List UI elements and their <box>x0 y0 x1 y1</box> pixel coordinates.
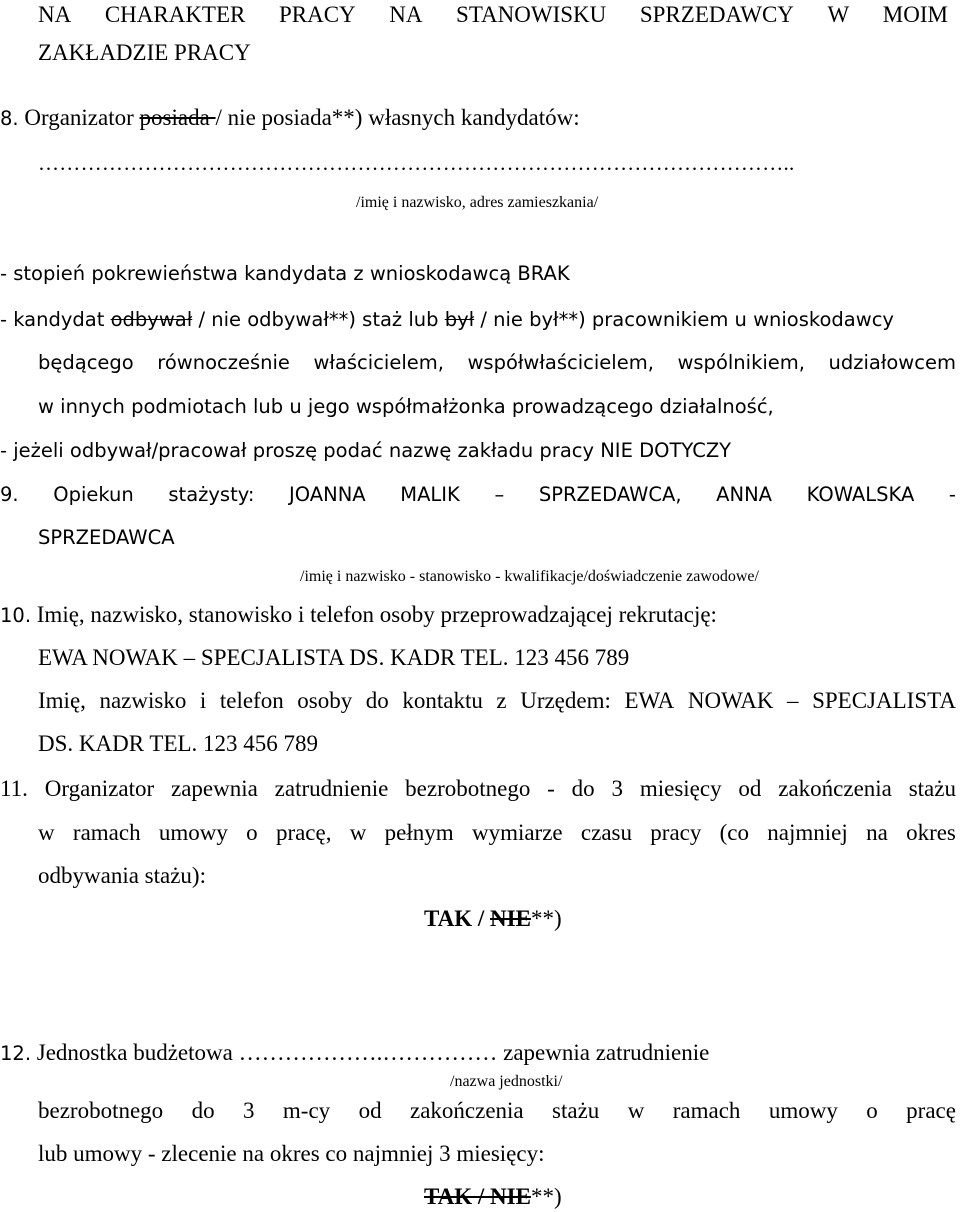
line-26 <box>424 1182 562 1212</box>
word: umowy <box>768 1098 838 1123</box>
word: STANOWISKU <box>456 2 607 27</box>
item-number: 8. <box>0 107 19 130</box>
word: w <box>349 820 367 845</box>
word: ramach <box>672 1098 741 1123</box>
item-number: 10. <box>0 604 32 627</box>
word: miesięcy <box>639 776 722 801</box>
line-17: DS. KADR TEL. 123 456 789 <box>38 731 319 756</box>
line-16 <box>38 686 956 716</box>
word: Organizator <box>44 776 155 801</box>
word: pełnym <box>384 820 454 845</box>
struck-text: posiada <box>139 105 216 130</box>
word: PRACY <box>278 2 356 27</box>
line-8 <box>38 348 956 378</box>
word: EWA <box>624 688 675 713</box>
caption-name-address: /imię i nazwisko, adres zamieszkania/ <box>356 194 599 211</box>
word: wspólnikiem, <box>677 351 805 374</box>
word: SPRZEDAWCY <box>639 2 794 27</box>
line-19 <box>38 818 956 848</box>
word: stażysty: <box>168 483 255 506</box>
word: współwłaścicielem, <box>467 351 654 374</box>
line-24 <box>38 1096 956 1126</box>
word: 3 <box>243 1098 255 1123</box>
word: bezrobotnego <box>405 776 531 801</box>
word: SPECJALISTA <box>812 688 956 713</box>
line-10: - jeżeli odbywał/pracował proszę podać nazwę zakładu pracy NIE DOTYCZY <box>0 439 732 462</box>
word: równocześnie <box>157 351 290 374</box>
word: 3 <box>611 776 623 801</box>
word: zakończenia <box>778 776 892 801</box>
line-20: odbywania stażu): <box>38 863 206 888</box>
word: MALIK <box>400 483 460 506</box>
word: udziałowcem <box>828 351 956 374</box>
word: telefon <box>219 688 284 713</box>
line-14 <box>0 600 717 631</box>
line-15: EWA NOWAK – SPECJALISTA DS. KADR TEL. 123 456 789 <box>38 645 630 670</box>
text: zapewnia zatrudnienie <box>503 1040 710 1065</box>
word: kontaktu <box>402 688 483 713</box>
word: (co <box>719 820 750 845</box>
word: ramach <box>72 820 141 845</box>
word: stażu <box>908 776 956 801</box>
text: / nie odbywał**) staż lub <box>192 308 445 331</box>
word: zapewnia <box>170 776 258 801</box>
text: / nie był**) pracownikiem u wnioskodawcy <box>474 308 894 331</box>
word: właścicielem, <box>313 351 444 374</box>
word: nazwisko <box>99 688 187 713</box>
word: na <box>866 820 888 845</box>
word: najmniej <box>767 820 848 845</box>
word: pracy <box>650 820 702 845</box>
word: NOWAK <box>687 688 774 713</box>
struck-text: odbywał <box>110 308 193 331</box>
text: - kandydat <box>0 308 111 331</box>
word: z <box>496 688 507 713</box>
word: pracę, <box>275 820 332 845</box>
caption-unit-name: /nazwa jednostki/ <box>450 1073 563 1090</box>
line-22 <box>0 1038 709 1069</box>
word: – <box>787 688 799 713</box>
word: NA <box>389 2 423 27</box>
word: KOWALSKA <box>806 483 915 506</box>
word: do <box>571 776 595 801</box>
word: ANNA <box>716 483 773 506</box>
word: NA <box>38 2 72 27</box>
line-11 <box>0 480 956 510</box>
line-21 <box>424 904 562 934</box>
item-number: 12. <box>0 1042 32 1065</box>
line-3 <box>0 103 580 134</box>
word: 11. <box>0 776 28 801</box>
word: m-cy <box>282 1098 331 1123</box>
word: do <box>191 1098 215 1123</box>
line-2: ZAKŁADZIE PRACY <box>38 40 251 65</box>
text: Imię, nazwisko, stanowisko i telefon osoby przeprowadzającej rekrutację: <box>31 602 717 627</box>
word: SPRZEDAWCA, <box>538 483 682 506</box>
word: o <box>866 1098 878 1123</box>
word: stażu <box>552 1098 600 1123</box>
line-1 <box>38 0 948 30</box>
word: w <box>627 1098 645 1123</box>
word: od <box>738 776 762 801</box>
word: od <box>358 1098 382 1123</box>
bold-text: TAK / <box>424 906 491 931</box>
word: zatrudnienie <box>274 776 389 801</box>
line-18 <box>0 774 956 804</box>
word: osoby <box>297 688 353 713</box>
struck-text: był <box>444 308 475 331</box>
word: Opiekun <box>53 483 134 506</box>
text: Organizator <box>18 105 140 130</box>
caption-mentor: /imię i nazwisko - stanowisko - kwalifikacje/doświadczenie zawodowe/ <box>300 568 759 585</box>
word: czasu <box>580 820 632 845</box>
word: CHARAKTER <box>104 2 246 27</box>
word: okres <box>906 820 956 845</box>
line-9: w innych podmiotach lub u jego współmałżonka prowadzącego działalność, <box>38 395 774 418</box>
word: w <box>38 820 55 845</box>
word: - <box>547 776 555 801</box>
word: Imię, <box>38 688 86 713</box>
word: wymiarze <box>471 820 563 845</box>
word: W <box>827 2 850 27</box>
struck-bold-text: TAK / NIE <box>424 1184 531 1209</box>
text: **) <box>530 906 562 931</box>
text: **) <box>530 1184 562 1209</box>
dotted-field: ……………….…………… <box>238 1040 504 1065</box>
struck-bold-text: NIE <box>490 906 531 931</box>
line-7 <box>0 305 894 335</box>
word: bezrobotnego <box>38 1098 164 1123</box>
word: umowy <box>158 820 228 845</box>
word: zakończenia <box>409 1098 524 1123</box>
word: Urzędem: <box>520 688 611 713</box>
word: będącego <box>38 351 134 374</box>
word: MOIM <box>882 2 948 27</box>
dotted-line: …………………………………………………………………………………………….. <box>38 151 795 175</box>
word: – <box>494 483 505 506</box>
text: / nie posiada**) własnych kandydatów: <box>215 105 580 130</box>
word: pracę <box>906 1098 956 1123</box>
word: JOANNA <box>289 483 366 506</box>
word: o <box>246 820 258 845</box>
word: i <box>199 688 207 713</box>
line-12: SPRZEDAWCA <box>38 526 175 549</box>
text: Jednostka budżetowa <box>31 1040 239 1065</box>
word: - <box>948 483 956 506</box>
line-6: - stopień pokrewieństwa kandydata z wnioskodawcą BRAK <box>0 262 570 285</box>
line-25: lub umowy - zlecenie na okres co najmniej 3 miesięcy: <box>38 1141 545 1166</box>
word: do <box>365 688 389 713</box>
word: 9. <box>0 483 19 506</box>
